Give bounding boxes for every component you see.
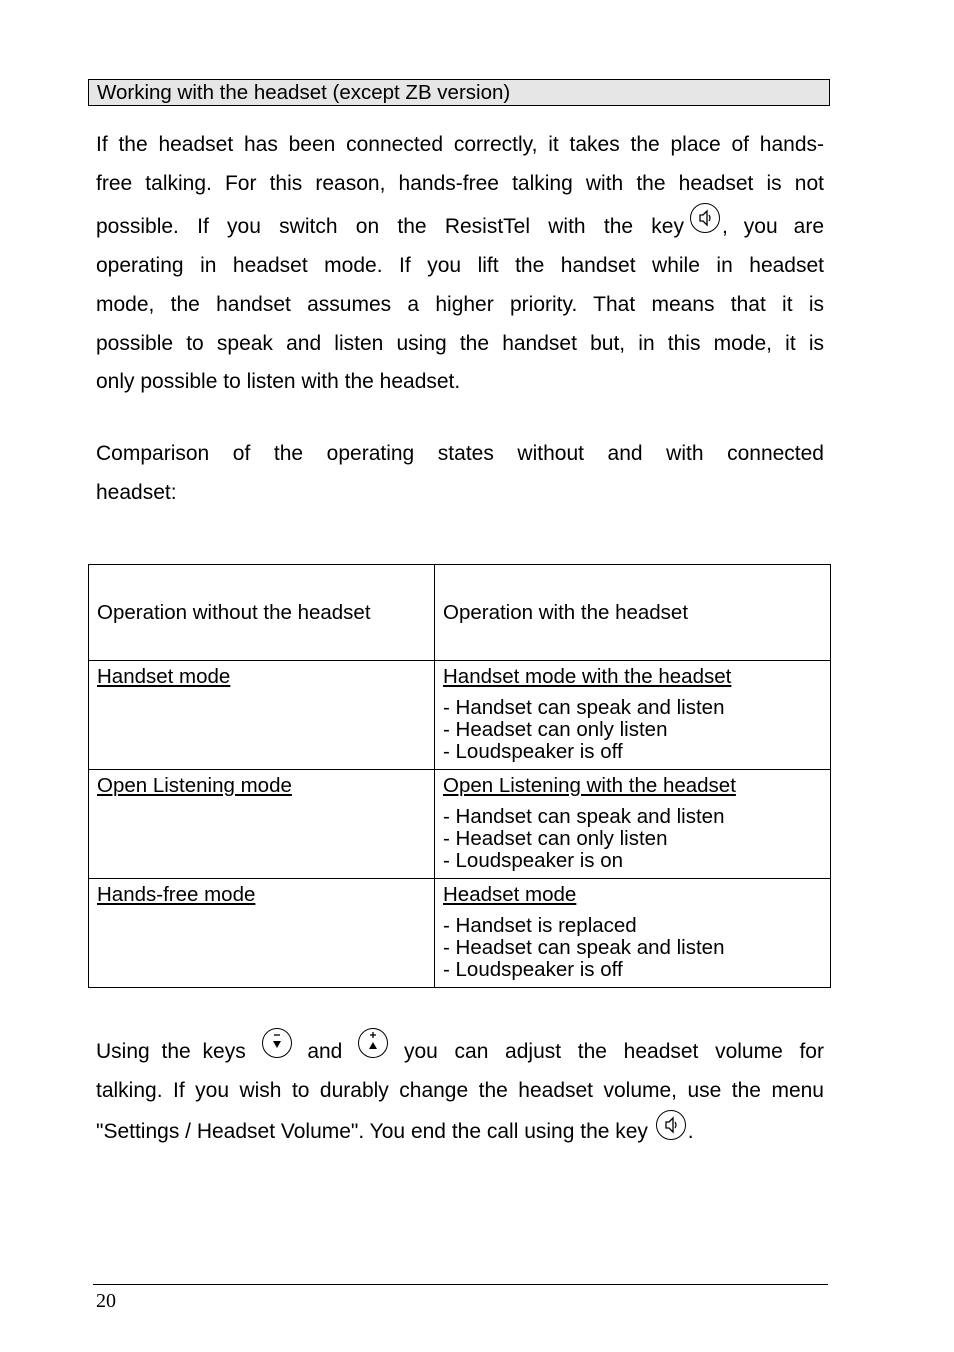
mode-detail-item: - Headset can speak and listen (443, 936, 725, 959)
text-line: If the headset has been connected correctly, it takes the place of hands- (96, 133, 824, 156)
text-line: possible to speak and listen using the handset but, in this mode, it is (96, 331, 824, 355)
loudspeaker-key-icon (656, 1110, 686, 1140)
text-line (96, 1110, 824, 1152)
text-segment: , you are (722, 215, 824, 239)
table-header-cell: Operation without the headset (89, 565, 435, 661)
volume-up-key-icon (358, 1028, 388, 1058)
comparison-intro (96, 435, 824, 512)
mode-details (443, 806, 822, 872)
table-cell (89, 661, 435, 770)
text-line (96, 203, 824, 247)
footer-divider (93, 1284, 828, 1285)
mode-detail-item: - Handset can speak and listen (443, 696, 725, 719)
headset-mode-title: Open Listening with the headset (443, 774, 736, 797)
mode-detail-item: - Headset can only listen (443, 718, 668, 741)
table-cell (89, 879, 435, 988)
text-segment: . (687, 1120, 694, 1144)
volume-paragraph (96, 1028, 824, 1152)
text-line: operating in headset mode. If you lift the handset while in headset (96, 254, 824, 278)
mode-details (443, 915, 822, 981)
text-segment: you can adjust the headset volume for (403, 1040, 824, 1063)
table-row (89, 661, 831, 770)
text-segment: "Settings / Headset Volume". You end the call using the key (96, 1120, 648, 1144)
text-line: talking. If you wish to durably change the headset volume, use the menu (96, 1078, 824, 1102)
mode-detail-item: - Loudspeaker is off (443, 958, 623, 981)
loudspeaker-key-icon (690, 203, 720, 233)
table-cell (435, 879, 831, 988)
page-number: 20 (96, 1290, 116, 1312)
mode-title: Open Listening mode (97, 774, 292, 797)
table-row (89, 770, 831, 879)
table-header-row (89, 565, 831, 661)
table-cell (435, 770, 831, 879)
table-cell (89, 770, 435, 879)
text-segment: and (307, 1040, 343, 1063)
text-line (96, 1028, 824, 1072)
mode-detail-item: - Loudspeaker is on (443, 849, 624, 872)
mode-detail-item: - Handset is replaced (443, 914, 637, 937)
intro-paragraph (96, 126, 824, 402)
mode-detail-item: - Handset can speak and listen (443, 805, 725, 828)
mode-title: Handset mode (97, 665, 231, 688)
headset-mode-title: Headset mode (443, 883, 577, 906)
text-line: Comparison of the operating states without and with connected (96, 442, 824, 465)
text-line: only possible to listen with the headset. (96, 370, 461, 394)
section-header: Working with the headset (except ZB version) (88, 79, 830, 106)
volume-down-key-icon (262, 1028, 292, 1058)
text-segment: possible. If you switch on the ResistTel with the key (96, 215, 684, 239)
headset-mode-title: Handset mode with the headset (443, 665, 732, 688)
mode-detail-item: - Loudspeaker is off (443, 740, 623, 763)
mode-details (443, 697, 822, 763)
comparison-table (88, 564, 831, 988)
mode-detail-item: - Headset can only listen (443, 827, 668, 850)
table-header-cell: Operation with the headset (435, 565, 831, 661)
text-segment: Using the keys (96, 1040, 246, 1063)
mode-title: Hands-free mode (97, 883, 256, 906)
text-line: headset: (96, 480, 177, 504)
text-line: free talking. For this reason, hands-free talking with the headset is not (96, 171, 824, 195)
table-cell (435, 661, 831, 770)
text-line: mode, the handset assumes a higher priority. That means that it is (96, 292, 824, 316)
table-row (89, 879, 831, 988)
